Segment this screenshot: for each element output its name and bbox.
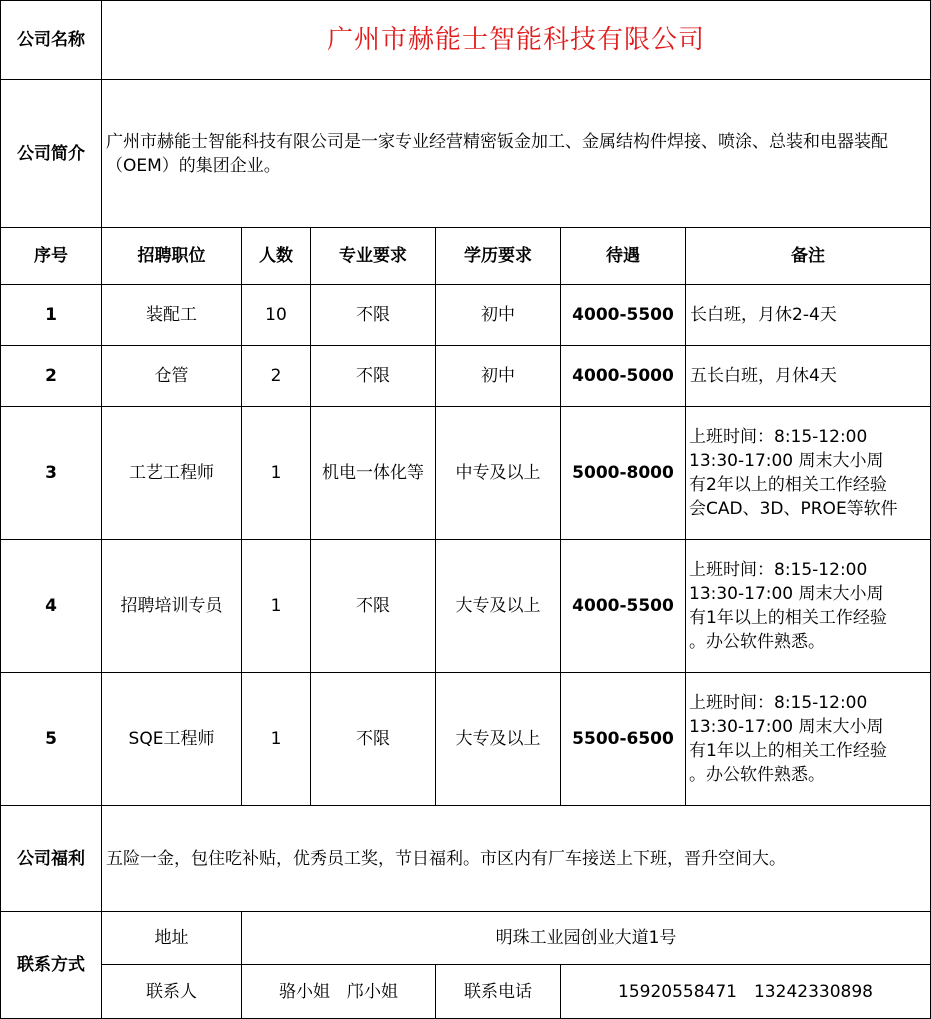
row-5-note-line: 13:30-17:00 周末大小周 [689,717,884,737]
row-1-major: 不限 [311,285,436,346]
row-2-notes: 五长白班，月休4天 [686,346,931,407]
header-education: 学历要求 [436,228,561,285]
row-3-no: 3 [0,407,102,540]
row-1-salary: 4000-5500 [561,285,686,346]
contact-person-label: 联系人 [102,965,242,1019]
row-2-no: 2 [0,346,102,407]
row-5-note-line: 。办公软件熟悉。 [689,765,825,785]
row-4-note-line: 有1年以上的相关工作经验 [689,608,887,628]
row-1-notes: 长白班，月休2-4天 [686,285,931,346]
row-2-position: 仓管 [102,346,242,407]
row-2-count: 2 [242,346,311,407]
phone: 15920558471 13242330898 [561,965,931,1019]
row-5-salary: 5500-6500 [561,673,686,806]
company-intro-text: 广州市赫能士智能科技有限公司是一家专业经营精密钣金加工、金属结构件焊接、喷涂、总装和电器装配（OEM）的集团企业。 [106,131,888,176]
row-3-count: 1 [242,407,311,540]
company-intro [102,80,931,228]
row-4-salary: 4000-5500 [561,540,686,673]
row-1-no: 1 [0,285,102,346]
row-5-note-line: 上班时间：8:15-12:00 [689,693,868,713]
row-5-position: SQE工程师 [102,673,242,806]
header-position: 招聘职位 [102,228,242,285]
row-2-major: 不限 [311,346,436,407]
row-1-education: 初中 [436,285,561,346]
company-name: 广州市赫能士智能科技有限公司 [102,0,931,80]
benefits-label: 公司福利 [0,806,102,912]
row-3-note-line: 13:30-17:00 周末大小周 [689,451,884,471]
company-intro-label: 公司简介 [0,80,102,228]
row-5-count: 1 [242,673,311,806]
row-5-no: 5 [0,673,102,806]
benefits: 五险一金，包住吃补贴，优秀员工奖，节日福利。市区内有厂车接送上下班，晋升空间大。 [102,806,931,912]
row-3-note-line: 有2年以上的相关工作经验 [689,475,887,495]
row-4-no: 4 [0,540,102,673]
row-5-major: 不限 [311,673,436,806]
row-3-position: 工艺工程师 [102,407,242,540]
row-3-salary: 5000-8000 [561,407,686,540]
row-1-count: 10 [242,285,311,346]
header-notes: 备注 [686,228,931,285]
header-major: 专业要求 [311,228,436,285]
row-3-education: 中专及以上 [436,407,561,540]
phone-label: 联系电话 [436,965,561,1019]
row-3-note-line: 会CAD、3D、PROE等软件 [689,499,898,519]
row-4-note-line: 上班时间：8:15-12:00 [689,560,868,580]
row-4-note-line: 。办公软件熟悉。 [689,632,825,652]
row-5-notes [686,673,931,806]
row-3-note-line: 上班时间：8:15-12:00 [689,427,868,447]
row-3-notes [686,407,931,540]
row-2-education: 初中 [436,346,561,407]
header-no: 序号 [0,228,102,285]
row-4-education: 大专及以上 [436,540,561,673]
row-5-note-line: 有1年以上的相关工作经验 [689,741,887,761]
contact-label: 联系方式 [0,912,102,1019]
row-4-note-line: 13:30-17:00 周末大小周 [689,584,884,604]
row-4-major: 不限 [311,540,436,673]
header-count: 人数 [242,228,311,285]
row-1-position: 装配工 [102,285,242,346]
row-4-notes [686,540,931,673]
row-3-major: 机电一体化等 [311,407,436,540]
row-4-count: 1 [242,540,311,673]
company-name-label: 公司名称 [0,0,102,80]
header-salary: 待遇 [561,228,686,285]
address-label: 地址 [102,912,242,965]
row-2-salary: 4000-5000 [561,346,686,407]
row-5-education: 大专及以上 [436,673,561,806]
contact-person: 骆小姐 邝小姐 [242,965,436,1019]
row-4-position: 招聘培训专员 [102,540,242,673]
address: 明珠工业园创业大道1号 [242,912,931,965]
